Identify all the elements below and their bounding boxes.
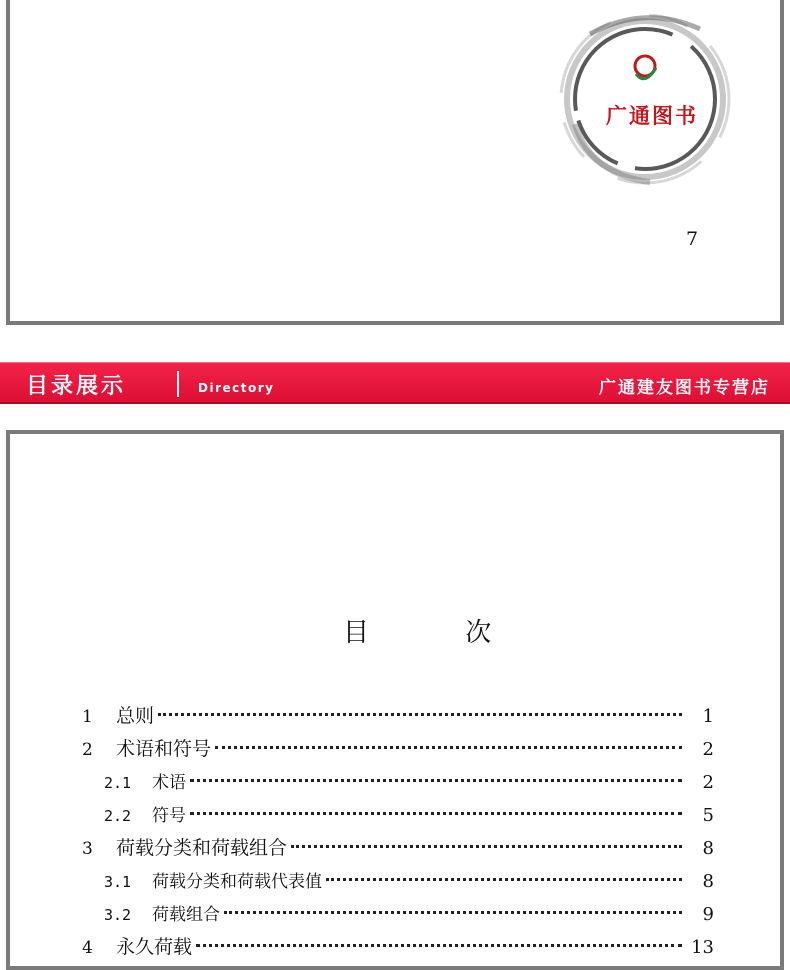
toc-entry-page: 2 xyxy=(702,739,714,760)
toc-heading: 目 次 xyxy=(343,618,536,648)
toc-entry-label: 荷载分类和荷载代表值 xyxy=(152,872,322,892)
toc-entry xyxy=(82,799,714,832)
toc-entry xyxy=(82,931,714,964)
seal-ink-ring xyxy=(550,4,740,194)
toc-entry-label: 符号 xyxy=(152,806,186,826)
toc-entry-label: 总则 xyxy=(116,705,155,727)
shop-name: 广通建友图书专营店 xyxy=(599,378,770,398)
toc-entry-number: 4 xyxy=(82,938,93,958)
toc-entry-page: 1 xyxy=(702,706,714,727)
toc-entry-page: 8 xyxy=(702,871,714,892)
toc-dot-leader xyxy=(224,911,682,914)
toc-dot-leader xyxy=(190,779,682,782)
page-number: 7 xyxy=(686,228,699,250)
toc-entry-page: 13 xyxy=(691,937,714,958)
toc-entry-page: 8 xyxy=(702,838,714,859)
toc-entry-label: 术语 xyxy=(152,773,186,793)
toc-entry-page: 5 xyxy=(702,805,714,826)
seal-text: 广通图书 xyxy=(606,104,698,128)
previous-page xyxy=(6,0,784,325)
banner-divider xyxy=(177,371,179,397)
toc-entry-page: 9 xyxy=(702,904,714,925)
toc-dot-leader xyxy=(326,878,682,881)
toc-dot-leader xyxy=(291,845,682,848)
toc-dot-leader xyxy=(190,812,682,815)
table-of-contents xyxy=(82,700,714,964)
toc-entry xyxy=(82,733,714,766)
toc-entry xyxy=(82,898,714,931)
contents-page xyxy=(6,430,784,970)
toc-entry xyxy=(82,865,714,898)
toc-entry-number: 3.2 xyxy=(104,906,132,924)
toc-entry-label: 荷载分类和荷载组合 xyxy=(116,837,288,859)
toc-entry-label: 术语和符号 xyxy=(116,738,212,760)
toc-entry-number: 3 xyxy=(82,839,93,859)
toc-entry-number: 2.2 xyxy=(104,807,132,825)
toc-entry-number: 2.1 xyxy=(104,774,132,792)
toc-entry-number: 2 xyxy=(82,740,93,760)
toc-entry xyxy=(82,766,714,799)
ink-circle-seal-logo xyxy=(550,4,740,194)
toc-entry-number: 3.1 xyxy=(104,873,132,891)
toc-entry xyxy=(82,832,714,865)
toc-entry-page: 2 xyxy=(702,772,714,793)
toc-dot-leader xyxy=(215,746,682,749)
toc-dot-leader xyxy=(196,944,682,947)
banner-subtitle: Directory xyxy=(198,381,275,395)
banner-title: 目录展示 xyxy=(26,374,127,399)
toc-dot-leader xyxy=(158,713,682,716)
toc-entry xyxy=(82,700,714,733)
toc-entry-label: 永久荷载 xyxy=(116,936,193,958)
section-banner xyxy=(0,362,790,404)
toc-entry-number: 1 xyxy=(82,707,93,727)
toc-entry-label: 荷载组合 xyxy=(152,905,220,925)
